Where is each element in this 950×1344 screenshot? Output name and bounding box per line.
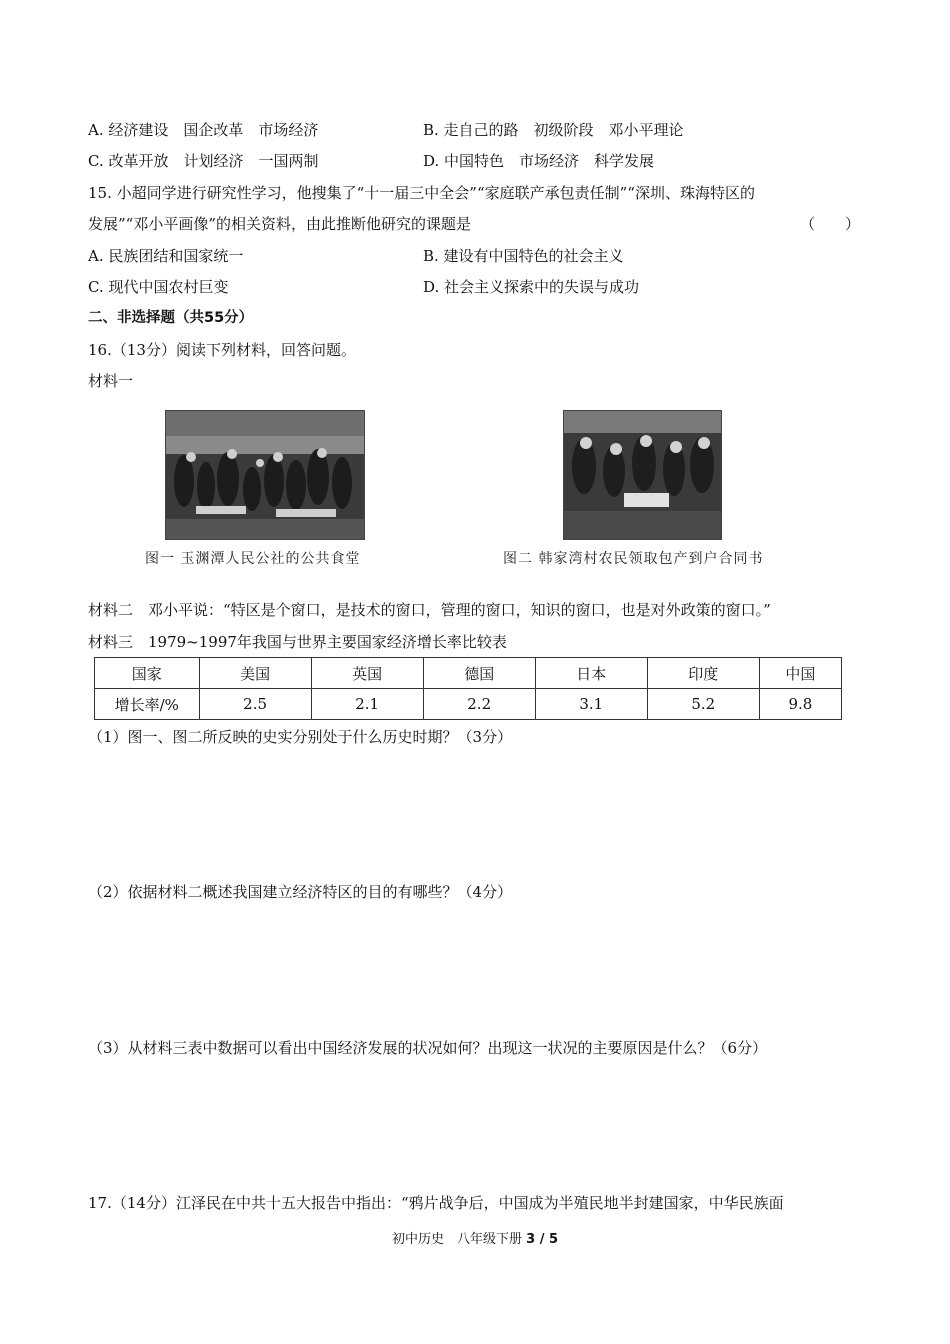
q15-option-c: C. 现代中国农村巨变 [88,278,229,296]
table-cell: 9.8 [759,689,841,720]
table-cell: 中国 [759,658,841,689]
table-cell: 日本 [535,658,647,689]
public-canteen-photo-illustration [166,411,364,539]
public-canteen-photo [165,410,365,540]
table-cell: 印度 [647,658,759,689]
q14-option-b: B. 走自己的路 初级阶段 邓小平理论 [423,121,684,139]
table-cell: 国家 [95,658,200,689]
table-cell: 5.2 [647,689,759,720]
q16-intro: 16.（13分）阅读下列材料，回答问题。 [88,341,356,359]
contract-photo-illustration [564,411,721,539]
growth-rate-table [94,657,842,720]
q15-option-b: B. 建设有中国特色的社会主义 [423,247,624,265]
table-cell: 英国 [311,658,423,689]
table-cell: 美国 [199,658,311,689]
table-cell: 3.1 [535,689,647,720]
table-cell: 2.2 [423,689,535,720]
q15-stem-line1: 15. 小超同学进行研究性学习，他搜集了“十一届三中全会”“家庭联产承包责任制”“深圳、珠海特区的 [88,184,755,202]
q14-option-c: C. 改革开放 计划经济 一国两制 [88,152,319,170]
photo-2-caption: 图二 韩家湾村农民领取包产到户合同书 [503,551,764,567]
table-row [95,689,842,720]
footer-course: 初中历史 八年级下册 [391,1232,527,1247]
q15-option-a: A. 民族团结和国家统一 [88,247,244,265]
material-3-title: 材料三 1979~1997年我国与世界主要国家经济增长率比较表 [88,633,507,651]
contract-photo [563,410,722,540]
q15-stem-line2: 发展”“邓小平画像”的相关资料，由此推断他研究的课题是 [88,215,472,233]
section-heading: 二、非选择题（共55分） [88,310,254,326]
page-footer [0,1228,950,1247]
material-2: 材料二 邓小平说：“特区是个窗口，是技术的窗口，管理的窗口，知识的窗口，也是对外政策的窗口。” [88,601,771,619]
q15-answer-paren: （ ） [800,215,861,233]
table-header-row [95,658,842,689]
material-1-label: 材料一 [88,372,134,390]
q14-option-a: A. 经济建设 国企改革 市场经济 [88,121,319,139]
q16-sub-question-1: （1）图一、图二所反映的史实分别处于什么历史时期？（3分） [88,728,513,746]
page-number: 3 / 5 [526,1232,559,1247]
q16-sub-question-3: （3）从材料三表中数据可以看出中国经济发展的状况如何？出现这一状况的主要原因是什么？（6分） [88,1039,768,1057]
table-cell: 2.1 [311,689,423,720]
q14-option-d: D. 中国特色 市场经济 科学发展 [423,152,655,170]
table-cell: 增长率/% [95,689,200,720]
table-cell: 德国 [423,658,535,689]
q16-sub-question-2: （2）依据材料二概述我国建立经济特区的目的有哪些？（4分） [88,883,513,901]
table-cell: 2.5 [199,689,311,720]
photo-1-caption: 图一 玉渊潭人民公社的公共食堂 [145,551,361,567]
q15-option-d: D. 社会主义探索中的失误与成功 [423,278,640,296]
q17-stem-line1: 17.（14分）江泽民在中共十五大报告中指出：“鸦片战争后，中国成为半殖民地半封建国家，中华民族面 [88,1194,784,1212]
